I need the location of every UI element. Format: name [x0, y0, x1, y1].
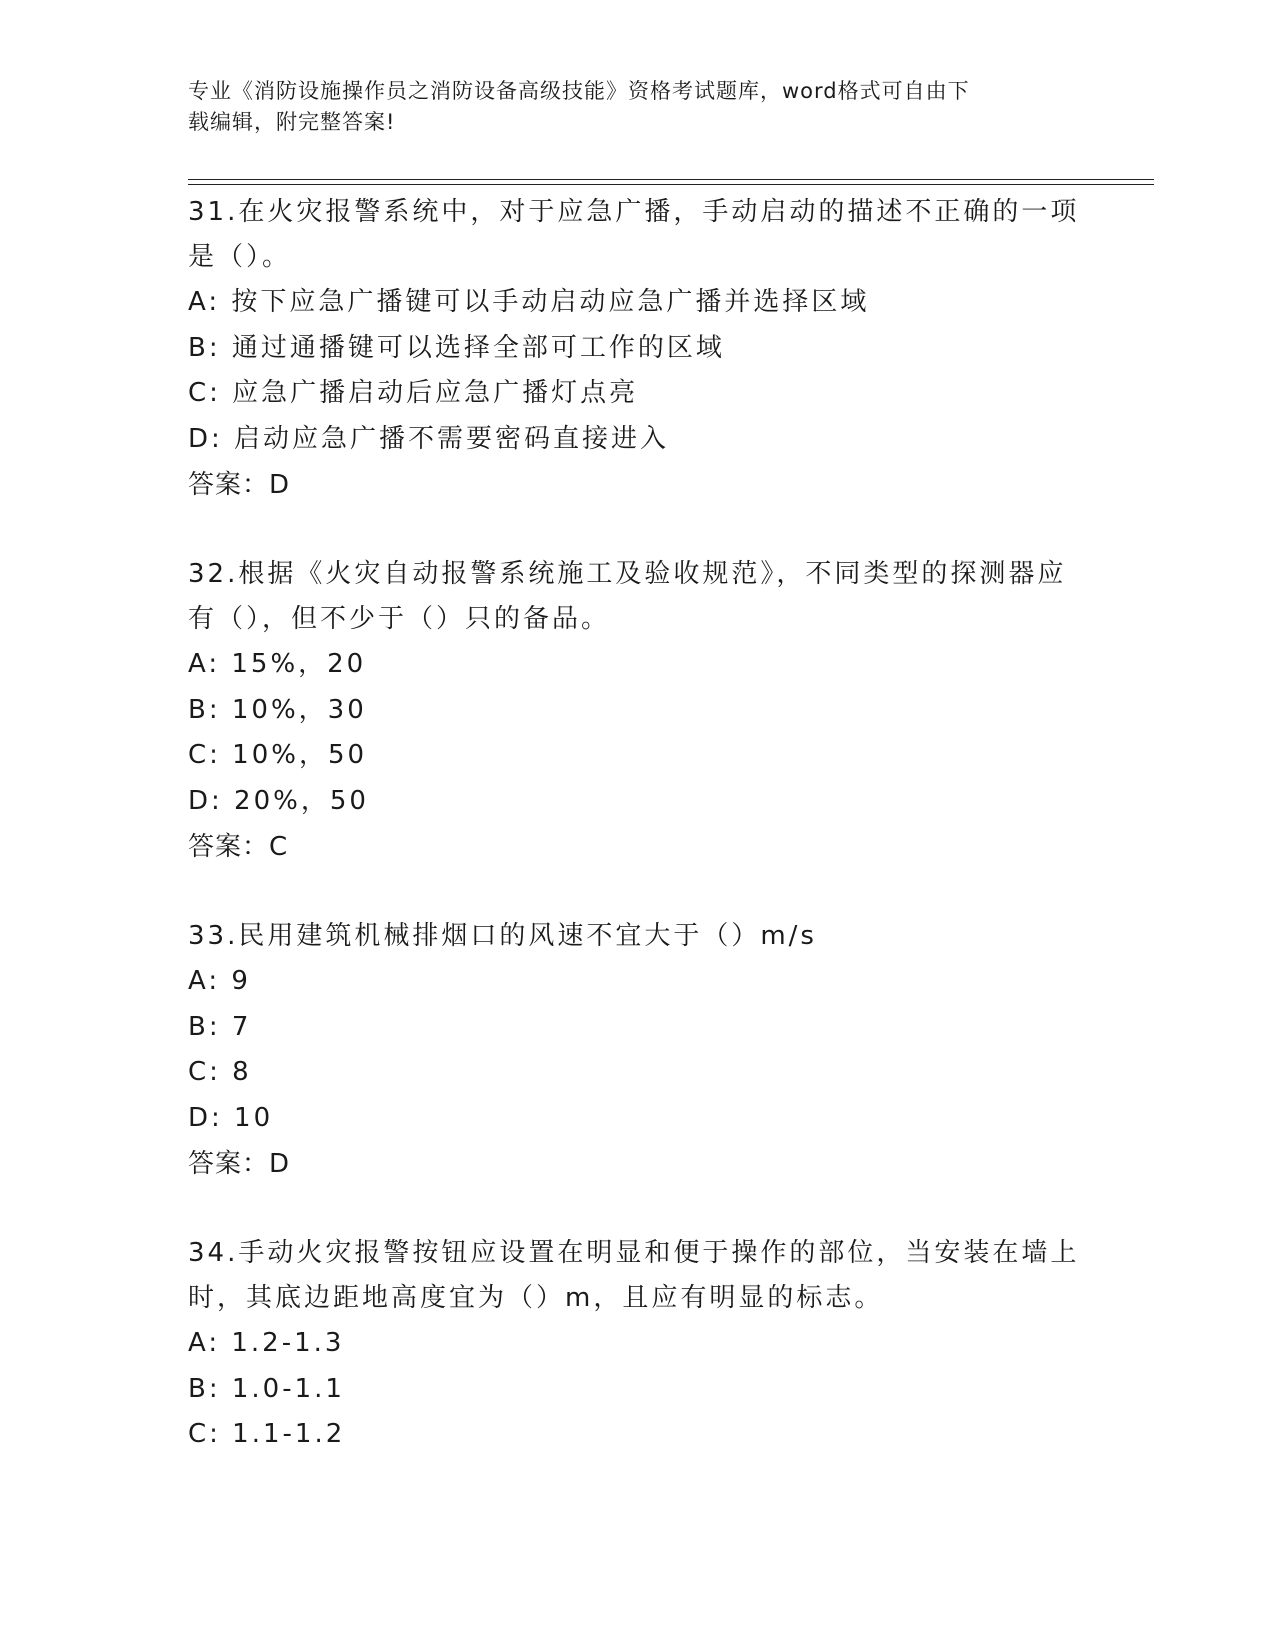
header-line-2: 载编辑，附完整答案! [188, 110, 396, 134]
header-divider-bottom [188, 184, 1154, 185]
option-c: C: 应急广播启动后应急广播灯点亮 [188, 378, 639, 408]
option-d: D: 20%，50 [188, 785, 369, 816]
document-header [188, 76, 1088, 138]
option-b: B: 1.0-1.1 [188, 1373, 345, 1404]
option-c: C: 1.1-1.2 [188, 1419, 346, 1449]
header-divider-top [188, 179, 1154, 180]
option-d: D: 启动应急广播不需要密码直接进入 [188, 423, 670, 454]
question-31 [188, 190, 1088, 508]
answer: 答案：C [188, 832, 289, 862]
question-stem-line-1: 33.民用建筑机械排烟口的风速不宜大于（）m/s [188, 921, 817, 951]
question-list [188, 190, 1088, 1502]
option-b: B: 7 [188, 1011, 252, 1042]
answer: 答案：D [188, 1149, 291, 1179]
option-a: A: 15%，20 [188, 649, 367, 679]
question-33 [188, 914, 1088, 1187]
question-stem-line-2: 是（）。 [188, 242, 292, 272]
option-b: B: 10%，30 [188, 694, 367, 725]
option-c: C: 10%，50 [188, 740, 368, 770]
option-d: D: 10 [188, 1102, 274, 1133]
option-a: A: 9 [188, 966, 251, 996]
question-stem-line-2: 时，其底边距地高度宜为（）m，且应有明显的标志。 [188, 1283, 884, 1313]
header-line-1: 专业《消防设施操作员之消防设备高级技能》资格考试题库，word格式可自由下 [188, 79, 970, 103]
question-32 [188, 552, 1088, 870]
option-a: A: 按下应急广播键可以手动启动应急广播并选择区域 [188, 287, 870, 317]
question-stem-line-1: 34.手动火灾报警按钮应设置在明显和便于操作的部位，当安装在墙上 [188, 1238, 1080, 1268]
option-a: A: 1.2-1.3 [188, 1328, 345, 1358]
option-b: B: 通过通播键可以选择全部可工作的区域 [188, 332, 725, 363]
question-34 [188, 1231, 1088, 1458]
answer: 答案：D [188, 470, 291, 500]
option-c: C: 8 [188, 1057, 252, 1087]
question-stem-line-1: 31.在火灾报警系统中，对于应急广播，手动启动的描述不正确的一项 [188, 197, 1080, 227]
question-stem-line-2: 有（），但不少于（）只的备品。 [188, 604, 611, 634]
question-stem-line-1: 32.根据《火灾自动报警系统施工及验收规范》，不同类型的探测器应 [188, 559, 1067, 589]
